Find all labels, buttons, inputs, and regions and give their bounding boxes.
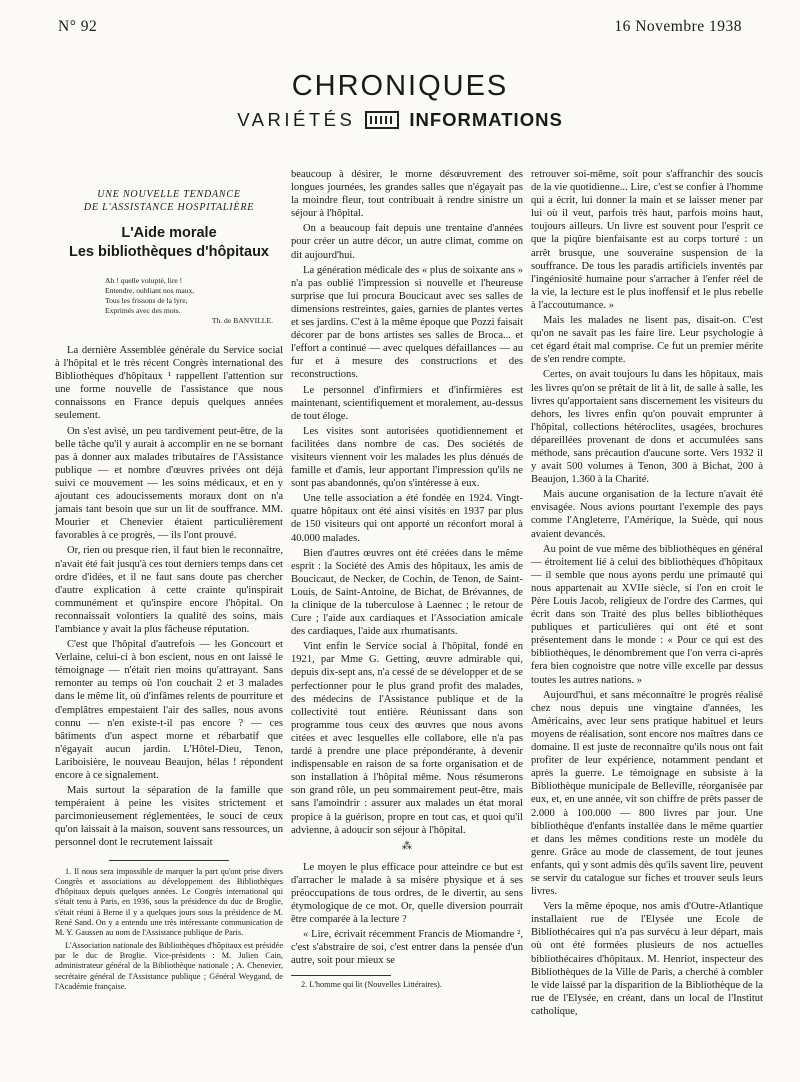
paragraph: Mais surtout la séparation de la famille que tempéraient à peine les visites strictement et parcimonieusement réglementées, le souci de ceux qu'on laissait à la maison, souvent sans ressources, un personnel dont le recrutement laissait — [55, 785, 283, 849]
paragraph: retrouver soi-même, soit pour s'affranchir des soucis de la vie quotidienne... Lire, c'est se confier à l'homme qui a écrit, lui donner la main et se laisser mener par lui où il veut, parfois très haut, parfois moins haut, toujours ailleurs. Un livre est souvent pour l'esprit ce que la piqûre bienfaisante est au corps torturé : un arrêt brusque, une souveraine suspension de la souffrance. De tous les paradis artificiels inventés par l'ingéniosité humaine pour s'arracher à l'enfer réel de la vie, la lecture est le plus inoffensif et le plus rebelle à l'accoutumance. » — [531, 169, 763, 311]
epigraph-line: Tous les frissons de la lyre, — [105, 296, 188, 305]
column-1 — [55, 180, 283, 994]
masthead-right: INFORMATIONS — [409, 109, 563, 130]
issue-date: 16 Novembre 1938 — [614, 18, 742, 35]
masthead-title: CHRONIQUES — [291, 70, 509, 102]
paragraph: Les visites sont autorisées quotidiennement et facilitées dans nombre de cas. Des sociétés de visiteurs viennent voir les malades les plus dénués de famille et d'amis, leur apportant l'impression qu'ils ne sont pas abandonnés, qu'on s'intéresse à eux. — [291, 425, 523, 490]
epigraph-line: Entendre, oubliant nos maux, — [105, 286, 195, 295]
paragraph: Or, rien ou presque rien, il faut bien le reconnaître, n'avait été fait jusqu'à ces tout derniers temps dans cet ordre d'idées, et il ne faut sans doute pas chercher d'autre explication à cette crainte qu'inspirait communément et qu'inspire encore l'hôpital. On reconnaissait volontiers la qualité des soins, mais l'ambiance y avait la plus fâcheuse réputation. — [55, 545, 283, 635]
section-break: ⁂ — [402, 840, 412, 852]
paragraph: Au point de vue même des bibliothèques en général — étroitement lié à celui des bibliothèques d'hôpitaux — il semble que nous ayons perdu une primauté qui nous appartenait au XVIIe siècle, si l'on en croit le Père Louis Jacob, religieux de l'ordre des Carmes, qui écrit dans son Traité des plus belles bibliothèques publiques et particulières qui ont été et sont présentement dans le monde : « Pour ce qui est des bibliothèques, le dénombrement que l'on verra ci-après fera bien cognoistre que notre ville excelle par dessus toutes les autres nations. » — [531, 543, 763, 686]
paragraph: Une telle association a été fondée en 1924. Vingt-quatre hôpitaux ont été ainsi visités en 1937 par plus de 150 visiteurs qui ont apporté un réconfort moral à 40.000 malades. — [291, 493, 523, 544]
paragraph: C'est que l'hôpital d'autrefois — les Goncourt et Verlaine, celui-ci à bon escient, nous en ont laissé le témoignage — n'était rien moins qu'attrayant. Sans remonter au temps où l'on couchait 2 et 3 malades dans le même lit, où d'infâmes relents de pourriture et d'emplâtres empestaient l'air des salles, nous avons connu — n'en existe-t-il pas encore ? — ces bâtiments d'un aspect morne et rébarbatif que n'égayait aucun jardin. L'Hôtel-Dieu, Tenon, Lariboisière, le nouveau Beaujon, hélas ! répondent encore à ce signalement. — [55, 639, 283, 781]
paragraph: Vers la même époque, nos amis d'Outre-Atlantique installaient rue de l'Elysée une Ecole de Bibliothécaires qui n'a pas survécu à leur départ, mais où ont été formées plusieurs de nos actuelles bibliothécaires d'hôpitaux. M. Henriot, inspecteur des Bibliothèques de la Ville de Paris, a cherché à combler le vide laissé par la disparition de la Bibliothèque de la rue de l'Elysée, en créant, dans un local de l'Institut catholique, — [531, 901, 763, 1017]
masthead-subtitle — [0, 109, 800, 131]
ornament-icon — [365, 111, 399, 129]
paragraph: beaucoup à désirer, le morne désœuvrement des longues journées, les grandes salles que n'égayait pas la moindre fleur, tout contribuait à rendre sinistre un séjour à l'hôpital. — [291, 169, 523, 220]
page-header — [58, 14, 742, 40]
paragraph: On s'est avisé, un peu tardivement peut-être, de la belle tâche qu'il y aurait à accomplir en ne se bornant pas à donner aux malades tributaires de l'Assistance publique — et nombre d'œuvres privées ont déjà suivi ce mouvement — les soins médicaux, et en y ajoutant ces adoucissements moraux dont on n'a jamais tant besoin que sur un lit de souffrance. MM. Mourier et Chenevier étaient particulièrement favorables à ce progrès, — ils l'ont prouvé. — [55, 425, 283, 542]
epigraph-author: Th. de BANVILLE. — [211, 316, 273, 325]
issue-number: N° 92 — [58, 18, 98, 35]
paragraph: Aujourd'hui, et sans méconnaître le progrès réalisé chez nous depuis une vingtaine d'années, les Américains, avec leur sens pratique habituel et leurs moyens de réalisation, sont encore nos maîtres dans ce domaine. Il est juste de reconnaître qu'ils nous ont fait profiter de leur expérience, notamment pendant et après la guerre. Le témoignage en subsiste à la Bibliothèque municipale de Belleville, réorganisée par eux, et, en une année, vit son chiffre de prêts passer de 2.000 à 100.000 — 800 livres par jour. Une bibliothèque d'enfants installée dans le même quartier et dans les mêmes conditions reste un modèle du genre. Grâce au mode de classement, de tout jeunes enfants, qui y sont admis dès qu'ils savent lire, peuvent se servir du catalogue sur fiches et trouver seuls leurs livres. — [531, 689, 763, 898]
column-3 — [531, 168, 763, 1020]
title-line-1: L'Aide morale — [121, 225, 217, 241]
paragraph: Mais les malades ne lisent pas, disait-on. C'est qu'on ne savait pas les faire lire. Leur psychologie à cet égard était mal comprise. Ce fut un premier mérite de s'en rendre compte. — [531, 315, 763, 366]
footnote: 1. Il nous sera impossible de marquer la part qu'ont prise divers Congrès et associations au développement des Bibliothèques d'hôpitaux depuis quelques années. Le Congrès international qui s'était tenu à Paris, en 1936, sous la présidence du duc de Broglie, s'était réuni à Berne il y a quelques jours sous la présidence de M. René Sand. On y a entendu une très intéressante communication de M. Y. Gaussen au nom de l'Assistance publique de Paris. — [55, 866, 283, 938]
paragraph: « Lire, écrivait récemment Francis de Miomandre ², c'est s'abstraire de soi, c'est entrer dans la pensée d'un autre, soit pour mieux se — [291, 929, 523, 967]
footnote-divider — [109, 860, 229, 861]
title-line-2: Les bibliothèques d'hôpitaux — [68, 244, 269, 260]
masthead — [0, 70, 800, 131]
footnote: L'Association nationale des Bibliothèques d'hôpitaux est présidée par le duc de Broglie. Vice-présidents : M. Julien Cain, administrateur général de la Bibliothèque nationale ; A. Chenevier, secrétaire général de l'Assistance publique ; Général Weygand, de l'Académie française. — [55, 940, 283, 991]
article-title — [55, 224, 283, 262]
epigraph — [105, 276, 283, 326]
paragraph: Bien d'autres œuvres ont été créées dans le même esprit : la Société des Amis des hôpitaux, les amis de Boucicaut, de Necker, de Cochin, de Tenon, de Saint-Louis, de Saint-Antoine, de Bichat, de Brévannes, de la clinique de la tuberculose à Laennec ; le retour de Cure ; l'aide aux cardiaques et l'Association amicale des cardiaques, l'aide aux rhumatisants. — [291, 547, 523, 638]
kicker — [55, 188, 283, 214]
article-columns — [55, 168, 765, 1048]
epigraph-line: Ah ! quelle volupté, lire ! — [105, 276, 183, 285]
paragraph: La génération médicale des « plus de soixante ans » n'a pas oublié l'impression si nouvelle et l'heureuse surprise que lui procura Boucicaut avec ses salles de dimensions restreintes, gaies, garnies de plantes vertes et ses jardins. C'est à la même époque que Pozzi faisait décorer par de bons artistes ses salles de Broca... et l'effort a continué — avec quelques défaillances — au fur et à mesure des constructions et des reconstructions. — [291, 264, 523, 381]
footnote — [291, 980, 523, 990]
kicker-line-2: DE L'ASSISTANCE HOSPITALIÈRE — [83, 202, 255, 213]
paragraph: On a beaucoup fait depuis une trentaine d'années pour créer un autre décor, un autre climat, comme on dit aujourd'hui. — [291, 223, 523, 261]
paragraph: La dernière Assemblée générale du Service social à l'hôpital et le très récent Congrès international des Bibliothèques d'hôpitaux ¹ rappellent l'attention sur une forme nouvelle de l'assistance que nous connaissons en France depuis quelques années seulement. — [55, 345, 283, 422]
footnotes — [55, 867, 283, 993]
paragraph: Le personnel d'infirmiers et d'infirmières est maintenant, scientifiquement et moralement, au-dessus de tout éloge. — [291, 384, 523, 422]
column-2 — [291, 168, 523, 993]
epigraph-line: Exprimés avec des mots. — [105, 306, 181, 315]
footnote-text: 2. L'homme qui lit (Nouvelles Littéraires). — [301, 980, 442, 990]
paragraph: Vint enfin le Service social à l'hôpital, fondé en 1921, par Mme G. Getting, œuvre admirable qui, depuis dix-sept ans, n'a cessé de se développer et de se perfectionner pour le plus grand profit des malades, des médecins de l'Assistance publique et de la collectivité tout entière. Réunissant dans son programme tous ceux des œuvres que nous avons citées et avec lesquelles elle collabore, elle n'a pas tardé à prendre une place prépondérante, à devenir indispensable en raison de sa forte organisation et de son installation à l'hôpital même. Nous résumerons son grand rôle, un peu sommairement peut-être, mais sans l'amoindrir : assurer aux malades un état moral propice à la guérison, propre en tout cas, et quoi qu'il advienne, à adoucir son séjour à l'hôpital. — [291, 641, 523, 836]
kicker-line-1: UNE NOUVELLE TENDANCE — [97, 189, 241, 200]
paragraph: Certes, on avait toujours lu dans les hôpitaux, mais les livres qu'on se prêtait de lit à lit, de salle à salle, les livres qu'apportaient sans discernement les visiteurs du dehors, les livres enfin qu'on pouvait emprunter à l'hôpital, collections hétéroclites, usagées, brochures dépareillées provenant de dons et accumulées sans méthode, sans précaution d'aucune sorte. Vers 1932 il y avait 500 volumes à Tenon, 300 à Bichat, 200 à Beaujon, 1.360 à la Charité. — [531, 369, 763, 486]
footnote-divider — [291, 975, 391, 976]
paragraph: Le moyen le plus efficace pour atteindre ce but est d'arracher le malade à sa misère physique et à ses préoccupations de tous ordres, de le divertir, au sens étymologique de ce mot. Or, quelle diversion pourrait être comparée à la lecture ? — [291, 861, 523, 926]
paragraph: Mais aucune organisation de la lecture n'avait été envisagée. Nous avions pourtant l'exemple des pays comme l'Angleterre, l'Amérique, la Suède, qui nous avaient devancés. — [531, 489, 763, 540]
masthead-left: VARIÉTÉS — [237, 109, 356, 130]
